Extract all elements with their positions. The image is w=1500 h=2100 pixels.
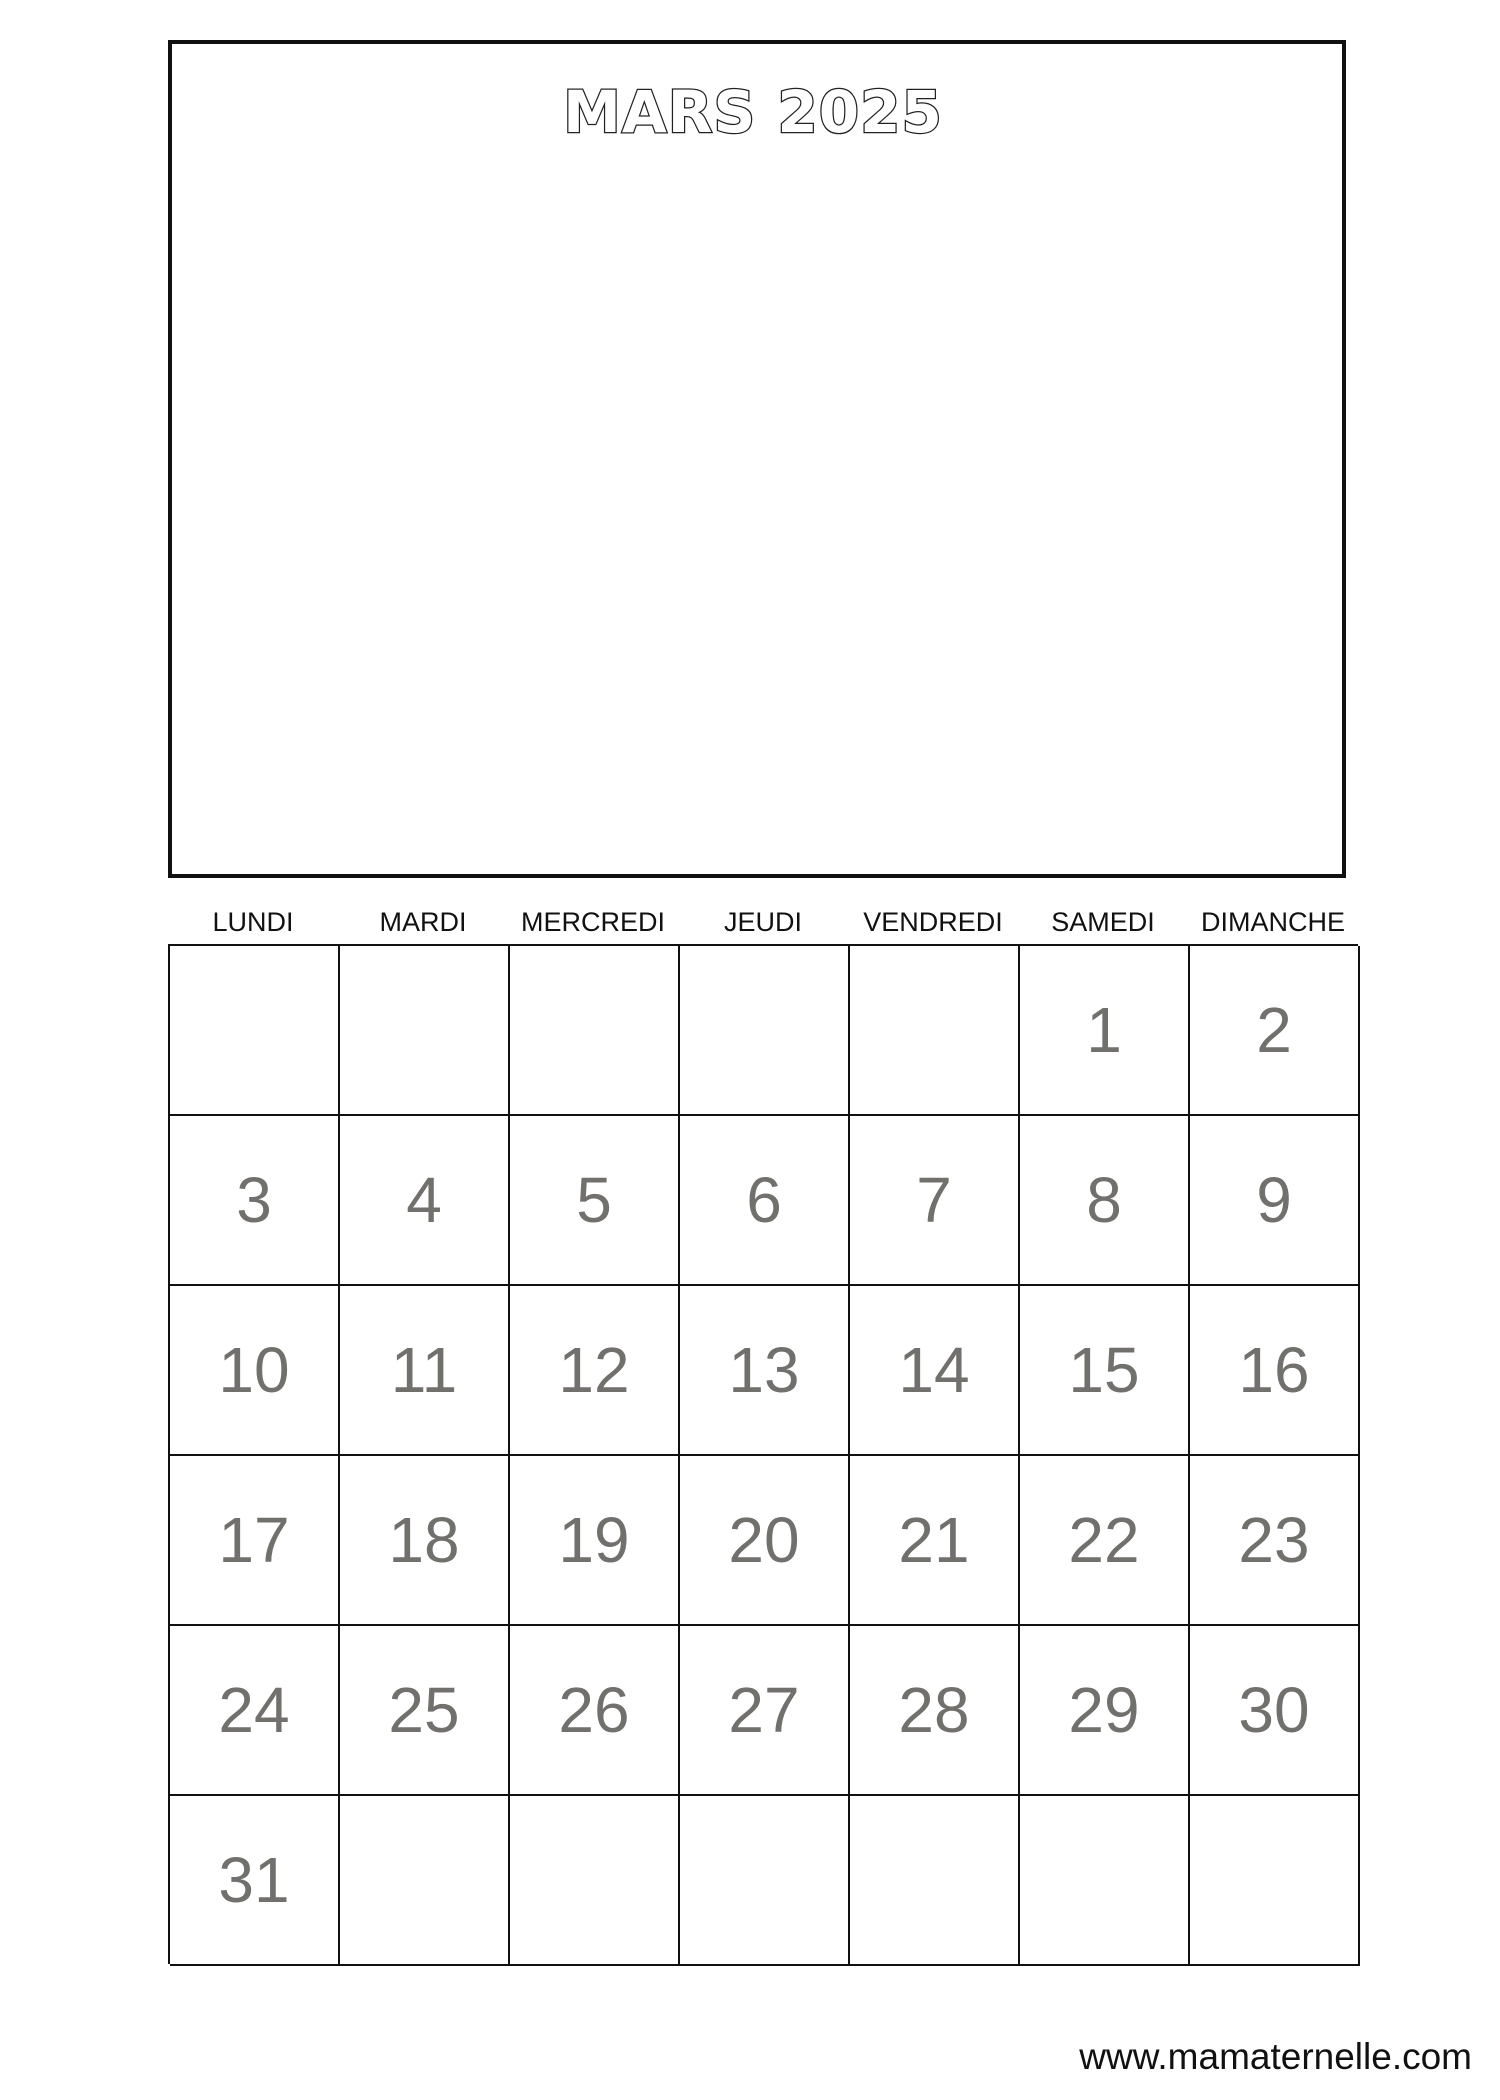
calendar-cell	[170, 1626, 340, 1796]
calendar-cell	[340, 946, 510, 1116]
day-number: 13	[728, 1334, 800, 1406]
website-url: www.mamaternelle.com	[1079, 2036, 1472, 2077]
calendar-grid	[168, 944, 1358, 1964]
weekday-tuesday: MARDI	[379, 907, 467, 937]
calendar-cell	[850, 1626, 1020, 1796]
day-number: 5	[576, 1164, 612, 1236]
day-number: 18	[388, 1504, 460, 1576]
day-number: 8	[1086, 1164, 1122, 1236]
day-number: 4	[406, 1164, 442, 1236]
day-number: 10	[218, 1334, 290, 1406]
day-number: 23	[1238, 1504, 1310, 1576]
calendar-cell	[680, 1456, 850, 1626]
weekday-sunday: DIMANCHE	[1200, 907, 1345, 937]
weekday-thursday: JEUDI	[723, 907, 802, 937]
day-number: 21	[898, 1504, 970, 1576]
day-number: 25	[388, 1674, 460, 1746]
calendar-cell	[340, 1116, 510, 1286]
day-number: 15	[1068, 1334, 1140, 1406]
calendar-cell	[170, 946, 340, 1116]
calendar-cell	[510, 1116, 680, 1286]
calendar-cell	[510, 1796, 680, 1966]
day-number: 27	[728, 1674, 800, 1746]
day-number: 6	[746, 1164, 782, 1236]
calendar-cell	[1020, 1116, 1190, 1286]
day-number: 28	[898, 1674, 970, 1746]
calendar-cell	[340, 1626, 510, 1796]
day-number: 31	[218, 1844, 290, 1916]
day-number: 29	[1068, 1674, 1140, 1746]
calendar-cell	[1020, 946, 1190, 1116]
day-number: 3	[236, 1164, 272, 1236]
calendar-cell	[1020, 1626, 1190, 1796]
calendar-cell	[170, 1116, 340, 1286]
calendar-cell	[340, 1796, 510, 1966]
calendar-cell	[340, 1286, 510, 1456]
calendar-cell	[850, 1116, 1020, 1286]
calendar-cell	[1190, 1796, 1360, 1966]
calendar-cell	[510, 1286, 680, 1456]
day-number: 24	[218, 1674, 290, 1746]
day-number: 17	[218, 1504, 290, 1576]
calendar-cell	[340, 1456, 510, 1626]
calendar-cell	[850, 1286, 1020, 1456]
weekday-saturday: SAMEDI	[1051, 907, 1155, 937]
calendar-cell	[1020, 1796, 1190, 1966]
calendar-cell	[850, 1456, 1020, 1626]
calendar-cell	[680, 1286, 850, 1456]
calendar-cell	[1190, 946, 1360, 1116]
weekday-header-row	[168, 902, 1358, 942]
calendar-cell	[1020, 1456, 1190, 1626]
calendar-cell	[680, 1626, 850, 1796]
drawing-frame	[168, 40, 1346, 878]
weekday-monday: LUNDI	[212, 907, 294, 937]
calendar-cell	[680, 1796, 850, 1966]
weekday-friday: VENDREDI	[863, 907, 1003, 937]
day-number: 22	[1068, 1504, 1140, 1576]
weekday-wednesday: MERCREDI	[520, 907, 665, 937]
day-number: 11	[390, 1334, 458, 1406]
day-number: 19	[558, 1504, 630, 1576]
calendar-cell	[1190, 1116, 1360, 1286]
calendar-cell	[1190, 1456, 1360, 1626]
calendar-cell	[170, 1286, 340, 1456]
calendar-cell	[1020, 1286, 1190, 1456]
day-number: 7	[916, 1164, 952, 1236]
day-number: 9	[1256, 1164, 1292, 1236]
day-number: 14	[898, 1334, 970, 1406]
day-number: 2	[1256, 994, 1292, 1066]
calendar-cell	[680, 946, 850, 1116]
calendar-cell	[680, 1116, 850, 1286]
calendar-cell	[510, 946, 680, 1116]
day-number: 1	[1086, 994, 1122, 1066]
day-number: 12	[558, 1334, 630, 1406]
calendar-cell	[850, 946, 1020, 1116]
calendar-cell	[850, 1796, 1020, 1966]
calendar-cell	[1190, 1286, 1360, 1456]
day-number: 20	[728, 1504, 800, 1576]
calendar-cell	[170, 1456, 340, 1626]
calendar-cell	[1190, 1626, 1360, 1796]
day-number: 26	[558, 1674, 630, 1746]
day-number: 16	[1238, 1334, 1310, 1406]
calendar-cell	[170, 1796, 340, 1966]
month-title: MARS 2025	[563, 78, 943, 146]
calendar-cell	[510, 1456, 680, 1626]
calendar-cell	[510, 1626, 680, 1796]
day-number: 30	[1238, 1674, 1310, 1746]
